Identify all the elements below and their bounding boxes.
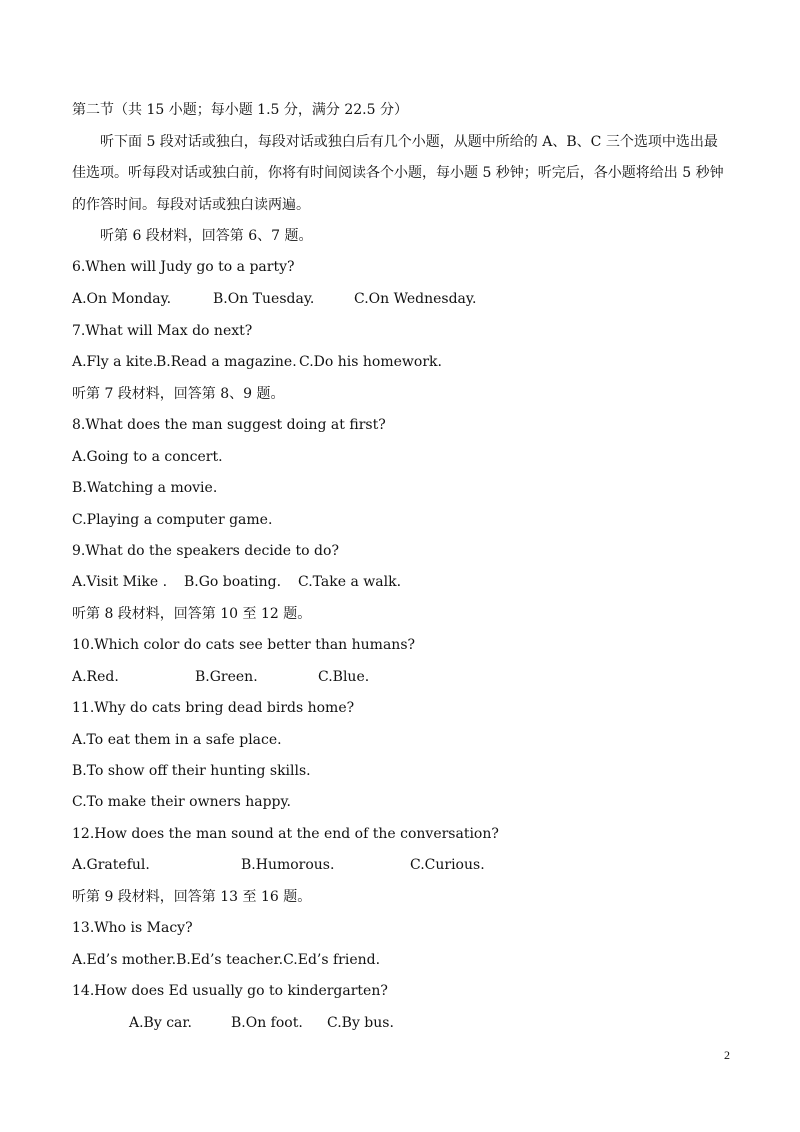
material-6-header: 听第 6 段材料，回答第 6、7 题。 xyxy=(100,228,313,244)
material-9-header: 听第 9 段材料，回答第 13 至 16 题。 xyxy=(72,889,312,905)
option-a: A.Red. xyxy=(72,669,119,685)
question-11-option-c: C.To make their owners happy. xyxy=(72,794,292,810)
option-c: C.Do his homework. xyxy=(299,354,442,370)
option-a: A.By car. xyxy=(129,1015,192,1031)
question-11-option-b: B.To show off their hunting skills. xyxy=(72,763,311,779)
question-11-option-a: A.To eat them in a safe place. xyxy=(72,732,282,748)
material-7-header: 听第 7 段材料，回答第 8、9 题。 xyxy=(72,386,285,402)
question-9: 9.What do the speakers decide to do? xyxy=(72,543,339,559)
question-8-option-b: B.Watching a movie. xyxy=(72,480,218,496)
option-b: B.On foot. xyxy=(231,1015,303,1031)
question-13-options: A.Ed’s mother.B.Ed’s teacher.C.Ed’s friend. xyxy=(72,952,381,968)
question-8-option-c: C.Playing a computer game. xyxy=(72,512,273,528)
option-b: B.Green. xyxy=(195,669,258,685)
option-a: A.On Monday. xyxy=(72,291,172,307)
question-11: 11.Why do cats bring dead birds home? xyxy=(72,700,355,716)
option-a: A.Fly a kite. xyxy=(72,354,158,370)
option-c: C.Curious. xyxy=(410,857,485,873)
instructions-line-1: 听下面 5 段对话或独白，每段对话或独白后有几个小题，从题中所给的 A、B、C 三个选项中选出最 xyxy=(100,134,718,150)
option-c: C.On Wednesday. xyxy=(354,291,477,307)
option-b: B.Humorous. xyxy=(241,857,335,873)
option-b: B.On Tuesday. xyxy=(213,291,315,307)
option-a: A.Visit Mike . xyxy=(72,574,168,590)
page-number: 2 xyxy=(724,1048,730,1062)
question-6: 6.When will Judy go to a party? xyxy=(72,259,295,275)
option-c: C.Take a walk. xyxy=(298,574,402,590)
option-c: C.By bus. xyxy=(327,1015,394,1031)
question-8-option-a: A.Going to a concert. xyxy=(72,449,223,465)
question-7: 7.What will Max do next? xyxy=(72,323,253,339)
question-13: 13.Who is Macy? xyxy=(72,920,193,936)
question-12: 12.How does the man sound at the end of the conversation? xyxy=(72,826,499,842)
option-b: B.Go boating. xyxy=(184,574,282,590)
option-b: B.Read a magazine. xyxy=(156,354,297,370)
option-a: A.Grateful. xyxy=(72,857,150,873)
instructions-line-3: 的作答时间。每段对话或独白读两遍。 xyxy=(72,197,310,213)
question-14: 14.How does Ed usually go to kindergarten? xyxy=(72,983,388,999)
option-c: C.Blue. xyxy=(318,669,370,685)
question-10: 10.Which color do cats see better than humans? xyxy=(72,637,416,653)
instructions-line-2: 佳选项。听每段对话或独白前，你将有时间阅读各个小题，每小题 5 秒钟；听完后，各小题将给出 5 秒钟 xyxy=(72,165,724,181)
section-title: 第二节（共 15 小题；每小题 1.5 分，满分 22.5 分） xyxy=(72,102,408,118)
question-8: 8.What does the man suggest doing at first? xyxy=(72,417,386,433)
material-8-header: 听第 8 段材料，回答第 10 至 12 题。 xyxy=(72,606,312,622)
